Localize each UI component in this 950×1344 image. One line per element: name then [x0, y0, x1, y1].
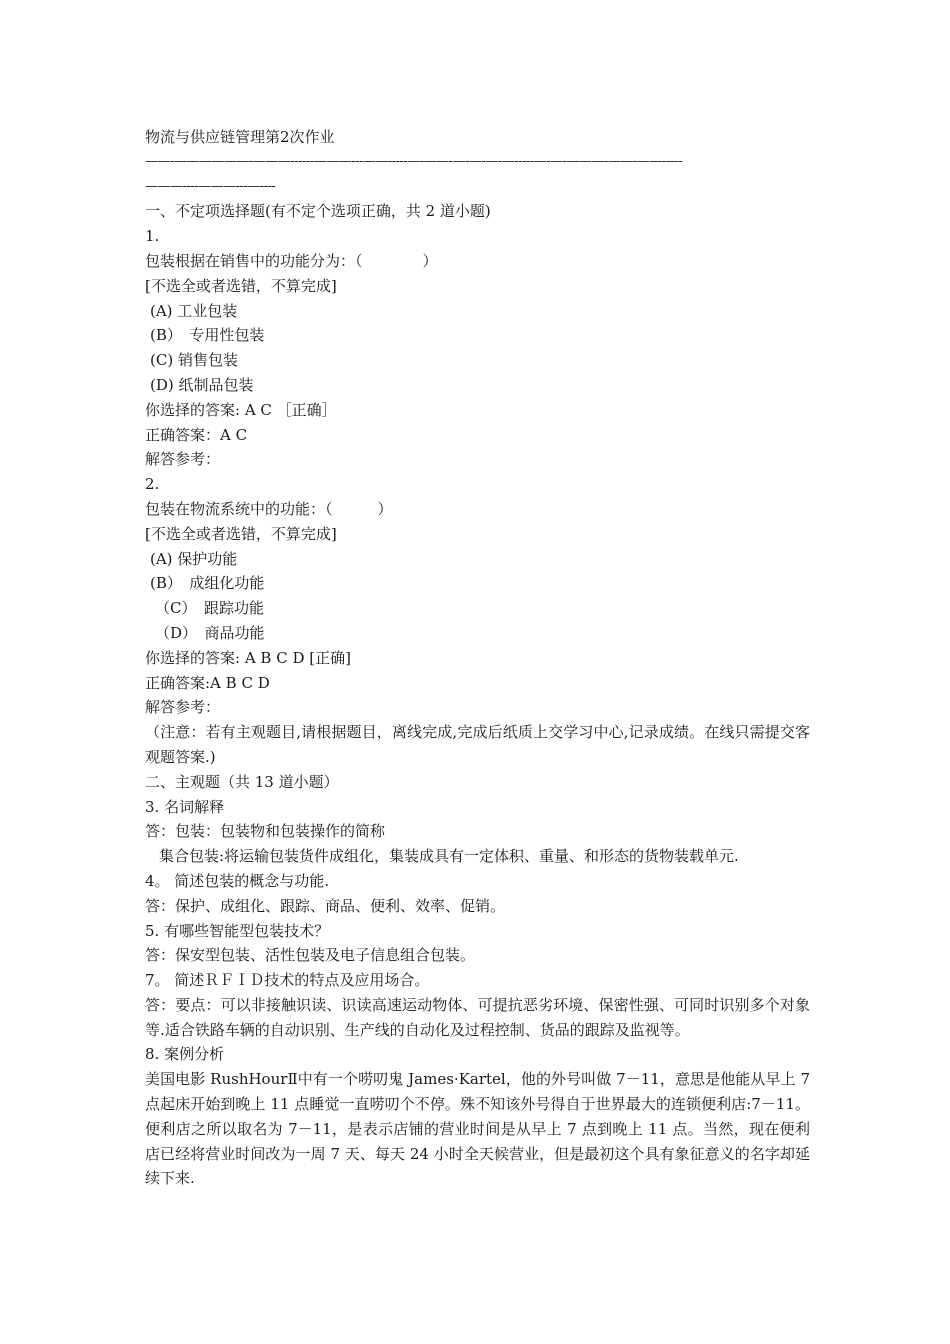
- question-title: 4。 简述包装的概念与功能.: [145, 871, 330, 890]
- your-answer: 你选择的答案: A C ［正确］: [145, 400, 337, 419]
- option-c: (C) 销售包装: [150, 351, 238, 370]
- option-a: (A) 保护功能: [150, 549, 238, 568]
- question-title: 5. 有哪些智能型包装技术？: [145, 921, 330, 940]
- your-answer: 你选择的答案: A B C D [正确]: [145, 648, 351, 667]
- answer-reference: 解答参考：: [145, 698, 221, 717]
- section-heading: 一、不定项选择题(有不定个选项正确，共 2 道小题): [145, 202, 491, 221]
- section-heading: 二、主观题（共 13 道小题）: [145, 772, 339, 791]
- question-title: 7。 简述ＲＦＩＤ技术的特点及应用场合。: [145, 971, 430, 990]
- answer-text: 答：要点：可以非接触识读、识读高速运动物体、可提抗恶劣环境、保密性强、可同时识别多个对象等.适合铁路车辆的自动识别、生产线的自动化及过程控制、货品的跟踪及监视等。: [145, 995, 810, 1039]
- correct-answer: 正确答案：A C: [145, 425, 248, 444]
- option-b: (B） 专用性包装: [150, 326, 265, 345]
- question-stem: 包装根据在销售中的功能分为：（ ）: [145, 251, 438, 270]
- answer-text: 答：包装：包装物和包装操作的简称: [145, 822, 386, 841]
- question-note: [不选全或者选错，不算完成]: [145, 524, 337, 543]
- question-number: 1.: [145, 227, 160, 246]
- option-d: (D) 纸制品包装: [150, 375, 254, 394]
- option-b: (B） 成组化功能: [150, 574, 265, 593]
- answer-text: 集合包装:将运输包装货件成组化，集装成具有一定体积、重量、和形态的货物装载单元.: [159, 847, 739, 866]
- document-title: 物流与供应链管理第2次作业: [145, 128, 335, 146]
- answer-text: 答：保安型包装、活性包装及电子信息组合包装。: [145, 946, 476, 965]
- question-number: 2.: [145, 475, 160, 494]
- question-title: 3. 名词解释: [145, 797, 225, 816]
- answer-reference: 解答参考：: [145, 450, 221, 469]
- case-text: 美国电影 RushHourⅡ中有一个唠叨鬼 James·Kartel，他的外号叫做 7－11，意思是他能从早上 7 点起床开始到晚上 11 点睡觉一直唠叨个不停。殊不知该外号得自于世界最大的连锁便利店:7－11。便利店之所以取名为 7－11，是表示店铺的营业时间是从早上 7 点到晚上 11 点。当然，现在便利店已经将营业时间改为一周 7 天、每天 24 小时全天候营业，但是最初这个具有象征意义的名字却延续下来.: [145, 1070, 810, 1188]
- question-stem: 包装在物流系统中的功能：（ ）: [145, 499, 393, 518]
- question-note: [不选全或者选错，不算完成]: [145, 276, 337, 295]
- option-c: （C） 跟踪功能: [155, 599, 264, 618]
- answer-text: 答：保护、成组化、跟踪、商品、便利、效率、促销。: [145, 896, 506, 915]
- option-a: (A) 工业包装: [150, 301, 238, 320]
- document-page: [145, 125, 810, 1191]
- separator-line: ——-——————-———------———---——-----—-——-—-—-—-—-----—-—-———-——-——-—-: [145, 153, 683, 169]
- notice-text: （注意：若有主观题目,请根据题目，离线完成,完成后纸质上交学习中心,记录成绩。在线只需提交客观题答案.): [145, 723, 810, 766]
- question-title: 8. 案例分析: [145, 1045, 225, 1064]
- option-d: （D） 商品功能: [155, 623, 265, 642]
- separator-line: ———----———---—----: [145, 178, 276, 194]
- correct-answer: 正确答案:A B C D: [145, 673, 270, 692]
